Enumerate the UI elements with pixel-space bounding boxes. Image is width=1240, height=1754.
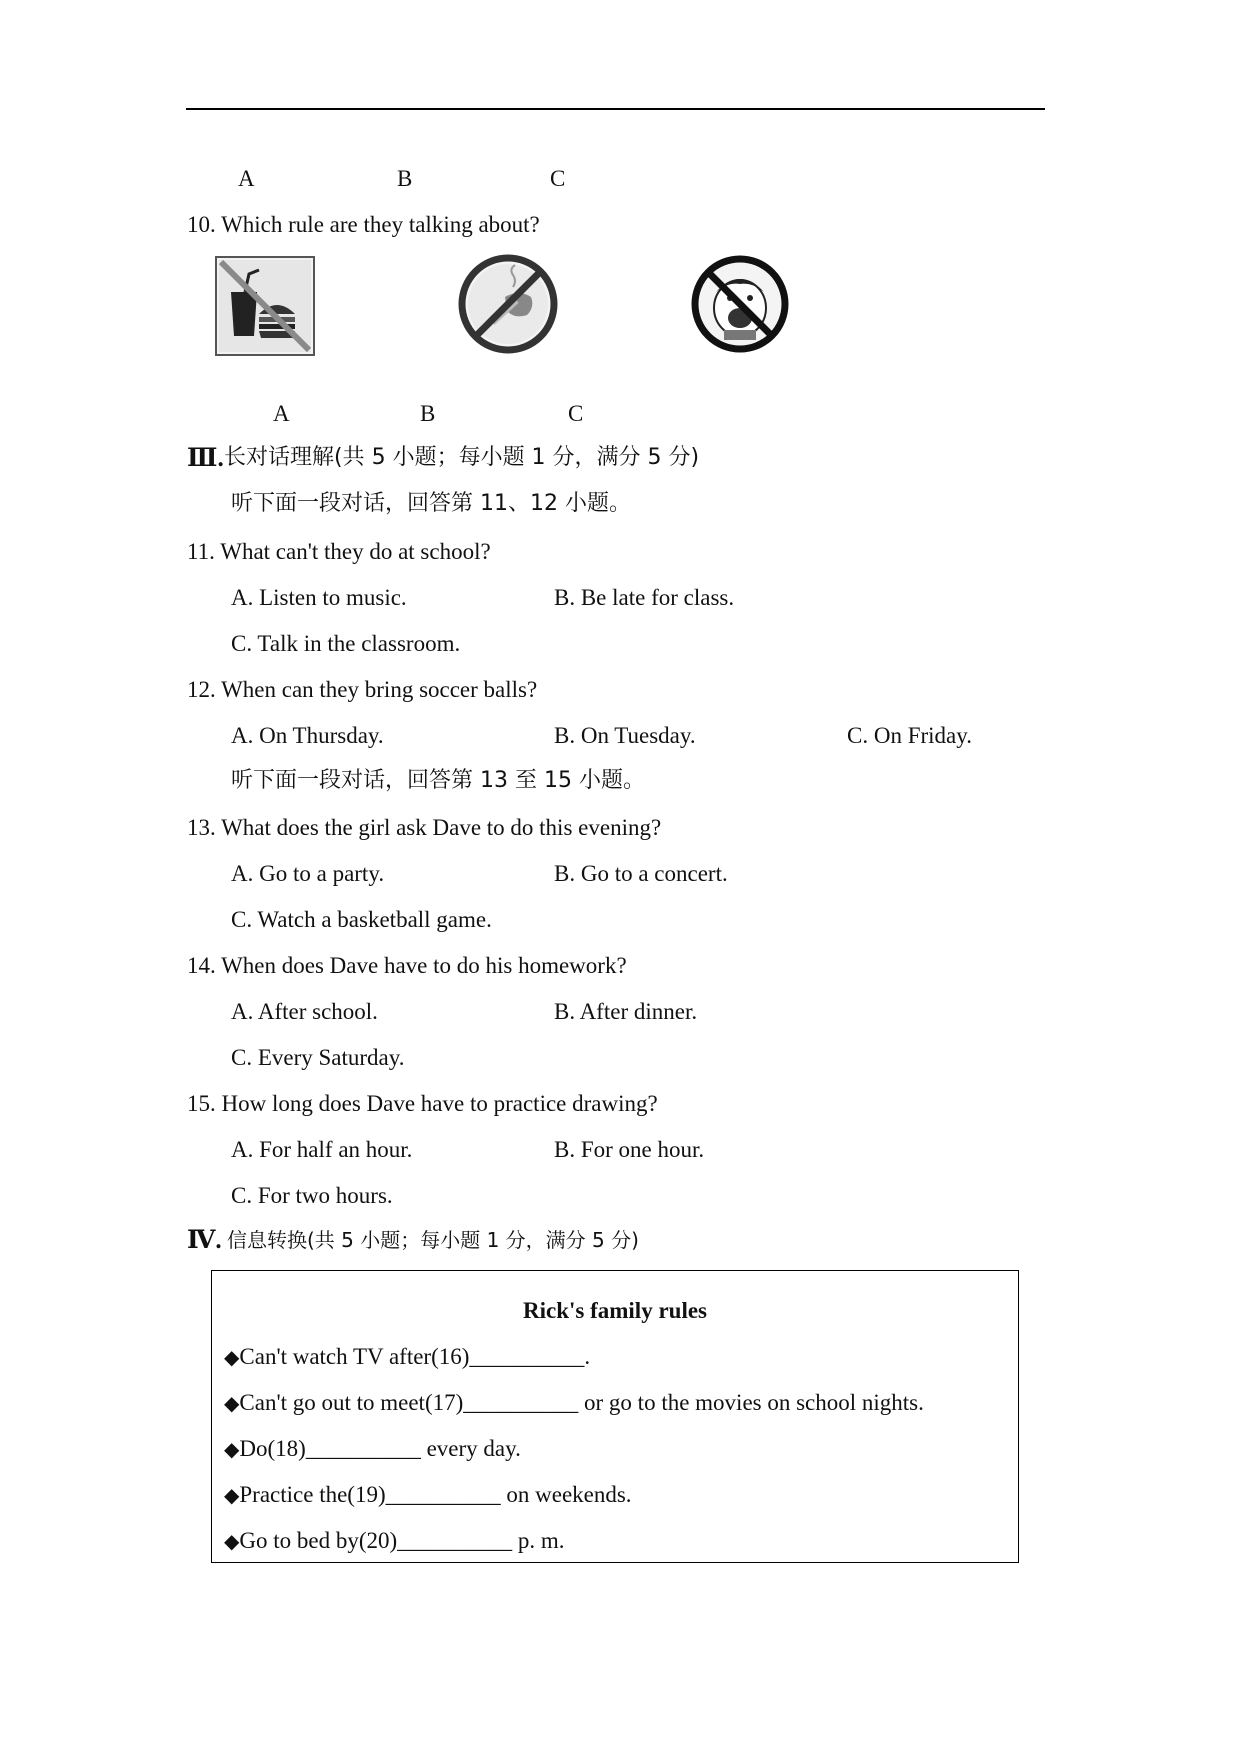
q9-option-b-label: B (397, 166, 413, 191)
q13-question: 13. What does the girl ask Dave to do this evening? (187, 815, 662, 840)
family-rules-box (211, 1270, 1019, 1563)
bullet-diamond-icon: ◆ (224, 1345, 240, 1369)
rule-item (224, 1529, 565, 1552)
rule-text: Can't watch TV after(16)__________. (239, 1344, 591, 1369)
rule-item (224, 1345, 590, 1368)
no-smoking-icon (457, 253, 559, 355)
q11-option-c: C. Talk in the classroom. (231, 631, 461, 656)
q14-option-c: C. Every Saturday. (231, 1045, 405, 1070)
q11-option-b: B. Be late for class. (554, 585, 735, 610)
section3-instruction-1: 听下面一段对话，回答第 11、12 小题。 (231, 491, 631, 516)
family-rules-title: Rick's family rules (523, 1298, 707, 1323)
section3-numeral: Ⅲ. (187, 445, 224, 472)
q11-option-a: A. Listen to music. (231, 585, 407, 610)
q10-question: 10. Which rule are they talking about? (187, 212, 540, 237)
q9-option-c-label: C (550, 166, 566, 191)
bullet-diamond-icon: ◆ (224, 1529, 240, 1553)
q14-option-b: B. After dinner. (554, 999, 698, 1024)
q13-option-a: A. Go to a party. (231, 861, 385, 886)
q14-question: 14. When does Dave have to do his homework? (187, 953, 627, 978)
q12-option-b: B. On Tuesday. (554, 723, 696, 748)
rule-text: Practice the(19)__________ on weekends. (239, 1482, 632, 1507)
q13-option-c: C. Watch a basketball game. (231, 907, 492, 932)
q15-option-b: B. For one hour. (554, 1137, 705, 1162)
section3-title: 长对话理解(共 5 小题；每小题 1 分，满分 5 分) (224, 445, 700, 470)
bullet-diamond-icon: ◆ (224, 1391, 240, 1415)
q12-option-c: C. On Friday. (847, 723, 973, 748)
rule-text: Can't go out to meet(17)__________ or go to the movies on school nights. (239, 1390, 924, 1415)
top-rule (186, 108, 1045, 110)
section4-numeral: Ⅳ. (187, 1227, 222, 1254)
q15-question: 15. How long does Dave have to practice drawing? (187, 1091, 658, 1116)
q12-question: 12. When can they bring soccer balls? (187, 677, 538, 702)
q13-option-b: B. Go to a concert. (554, 861, 728, 886)
q11-question: 11. What can't they do at school? (187, 539, 491, 564)
bullet-diamond-icon: ◆ (224, 1483, 240, 1507)
q15-option-c: C. For two hours. (231, 1183, 393, 1208)
q9-option-a-label: A (238, 166, 255, 191)
rule-item (224, 1483, 632, 1506)
bullet-diamond-icon: ◆ (224, 1437, 240, 1461)
rule-text: Go to bed by(20)__________ p. m. (239, 1528, 565, 1553)
no-food-drink-icon (215, 256, 315, 356)
no-shouting-icon (690, 254, 790, 354)
q14-option-a: A. After school. (231, 999, 378, 1024)
q10-option-c-label: C (568, 401, 584, 426)
rule-item (224, 1437, 521, 1460)
q10-option-a-label: A (273, 401, 290, 426)
q15-option-a: A. For half an hour. (231, 1137, 413, 1162)
q10-option-b-label: B (420, 401, 436, 426)
section3-instruction-2: 听下面一段对话，回答第 13 至 15 小题。 (231, 768, 645, 793)
q12-option-a: A. On Thursday. (231, 723, 384, 748)
section4-title: 信息转换(共 5 小题；每小题 1 分，满分 5 分) (227, 1228, 639, 1252)
rule-item (224, 1391, 924, 1414)
rule-text: Do(18)__________ every day. (239, 1436, 521, 1461)
